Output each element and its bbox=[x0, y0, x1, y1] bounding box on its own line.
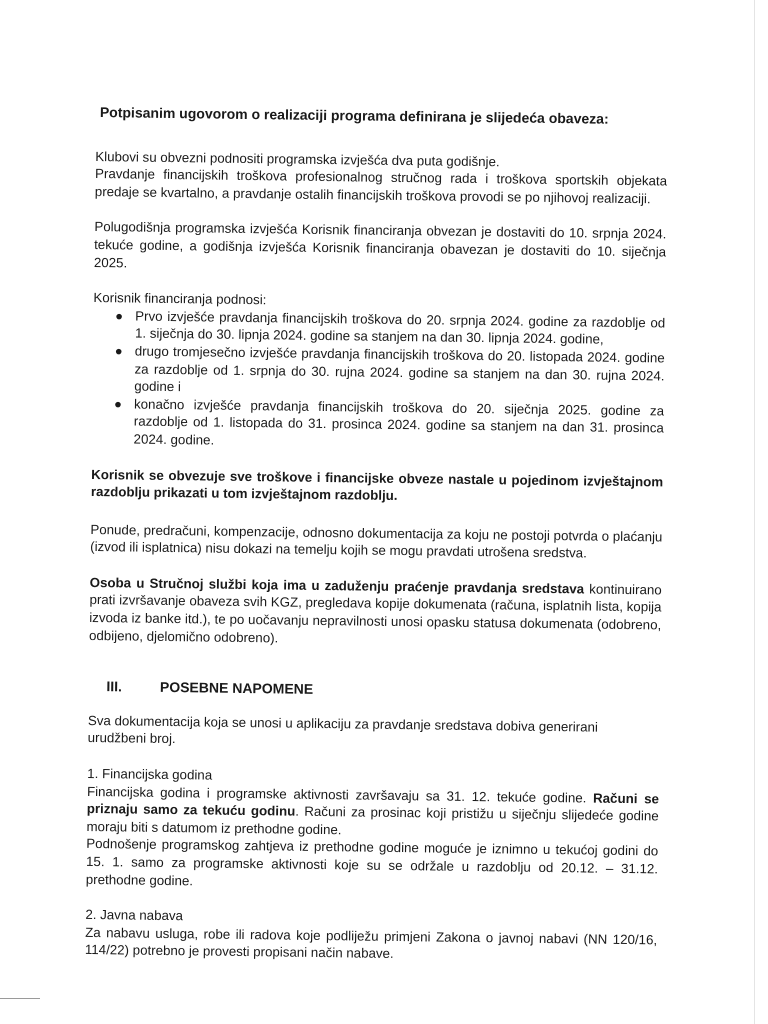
reporting-paragraph bbox=[95, 148, 668, 208]
bullet-icon: ● bbox=[113, 395, 123, 412]
financial-year-bold: Računi se priznaju samo za tekuću godinu bbox=[86, 790, 660, 819]
public-procurement-title: 2. Javna nabava bbox=[85, 907, 184, 924]
list-intro: Korisnik financiranja podnosi: bbox=[93, 290, 267, 308]
document-body bbox=[85, 104, 668, 966]
monitoring-paragraph bbox=[89, 574, 662, 652]
financial-year-section bbox=[86, 765, 660, 896]
proof-paragraph: Ponude, predračuni, kompenzacije, odnosno dokumentacija za koju ne postoji potvrda o plaćanju (izvod ili isplatnica) nisu dokazi na temelju kojih se mogu pravdati utrošena sredstva. bbox=[90, 521, 663, 561]
reporting-line-2: Pravdanje financijskih troškova profesionalnog stručnog rada i troškova sportskih objekata predaje se kvartalno, a pravdanje ostalih financijskih troškova provodi se po njihovoj realizaciji. bbox=[94, 166, 668, 207]
financial-year-text-a: Financijska godina i programske aktivnosti završavaju sa 31. 12. tekuće godine. bbox=[86, 783, 594, 806]
bullet-icon: ● bbox=[114, 343, 123, 359]
footer-rule bbox=[0, 998, 40, 999]
financial-year-title: 1. Financijska godina bbox=[87, 765, 213, 783]
monitoring-bold: Osoba u Stručnoj službi koja ima u zaduženju praćenje pravdanja sredstava bbox=[89, 574, 585, 597]
list-item-text: konačno izvješće pravdanja financijskih troškova do 20. siječnja 2025. godine za razdoblje od 1. listopada do 31. prosinca 2024. godine sa stanjem na dan 31. prosinca 2024. godine. bbox=[133, 396, 665, 448]
deadline-paragraph: Polugodišnja programska izvješća Korisnik financiranja obvezan je dostaviti do 10. srpnja 2024. tekuće godine, a godišnja izvješća Korisnik financiranja obavezan je dostaviti do 10. siječnja 2025. bbox=[93, 219, 667, 270]
list-item-text: drugo tromjesečno izvješće pravdanja financijskih troškova do 20. listopada 2024. godine za razdoblje od 1. srpnja do 30. rujna 2024. godine sa stanjem na dan 30. rujna 2024. godine i bbox=[134, 343, 665, 395]
section-number: III. bbox=[106, 678, 123, 695]
submission-list bbox=[92, 289, 666, 455]
financial-year-text-b: . Računi za prosinac koji pristižu u siječnju slijedeće godine moraju biti s datumom iz prethodne godine. bbox=[86, 803, 659, 838]
list-item-text: Prvo izvješće pravdanja financijskih troškova do 20. srpnja 2024. godine za razdoblje od 1. siječnja do 30. lipnja 2024. godine sa stanjem na dan 30. lipnja 2024. godine, bbox=[134, 308, 666, 348]
bullet-list bbox=[92, 307, 666, 455]
section-heading bbox=[106, 678, 660, 703]
monitoring-text: kontinuirano prati izvršavanje obaveza svih KGZ, pregledava kopije dokumenata (računa, isplatnih lista, kopija izvoda iz banke itd.), te po uočavanju nepravilnosti unosi opasku statusa dokumenata (odobreno, odbijeno, djelomično odobreno). bbox=[88, 581, 662, 646]
public-procurement-text: Za nabavu usluga, robe ili radova koje podliježu primjeni Zakona o javnoj nabavi (NN 120/16, 114/22) potrebno je provesti propisani način nabave. bbox=[84, 924, 658, 962]
financial-year-text-c: Podnošenje programskog zahtjeva iz prethodne godine moguće je iznimno u tekućoj godini do 15. 1. samo za programske aktivnosti koje su se održale u razdoblju od 20.12. – 31.12. prethodne godine. bbox=[85, 836, 659, 888]
bullet-icon: ● bbox=[115, 308, 124, 324]
scan-edge bbox=[754, 0, 755, 1024]
registry-paragraph: Sva dokumentacija koja se unosi u aplikaciju za pravdanje sredstava dobiva generirani urudžbeni broj. bbox=[87, 712, 599, 747]
obligation-heading: Potpisanim ugovorom o realizaciji programa definirana je slijedeća obaveza: bbox=[99, 104, 609, 127]
public-procurement-section bbox=[85, 906, 658, 966]
obligation-bold-paragraph: Korisnik se obvezuje sve troškove i financijske obveze nastale u pojedinom izvještajnom razdoblju prikazati u tom izvještajnom razdoblju. bbox=[90, 466, 664, 504]
list-item bbox=[114, 342, 665, 402]
section-title: POSEBNE NAPOMENE bbox=[159, 679, 314, 698]
reporting-line-1: Klubovi su obvezni podnositi programska izvješća dva puta godišnje. bbox=[95, 148, 500, 169]
financial-year-text bbox=[86, 783, 659, 843]
list-item bbox=[114, 395, 665, 455]
